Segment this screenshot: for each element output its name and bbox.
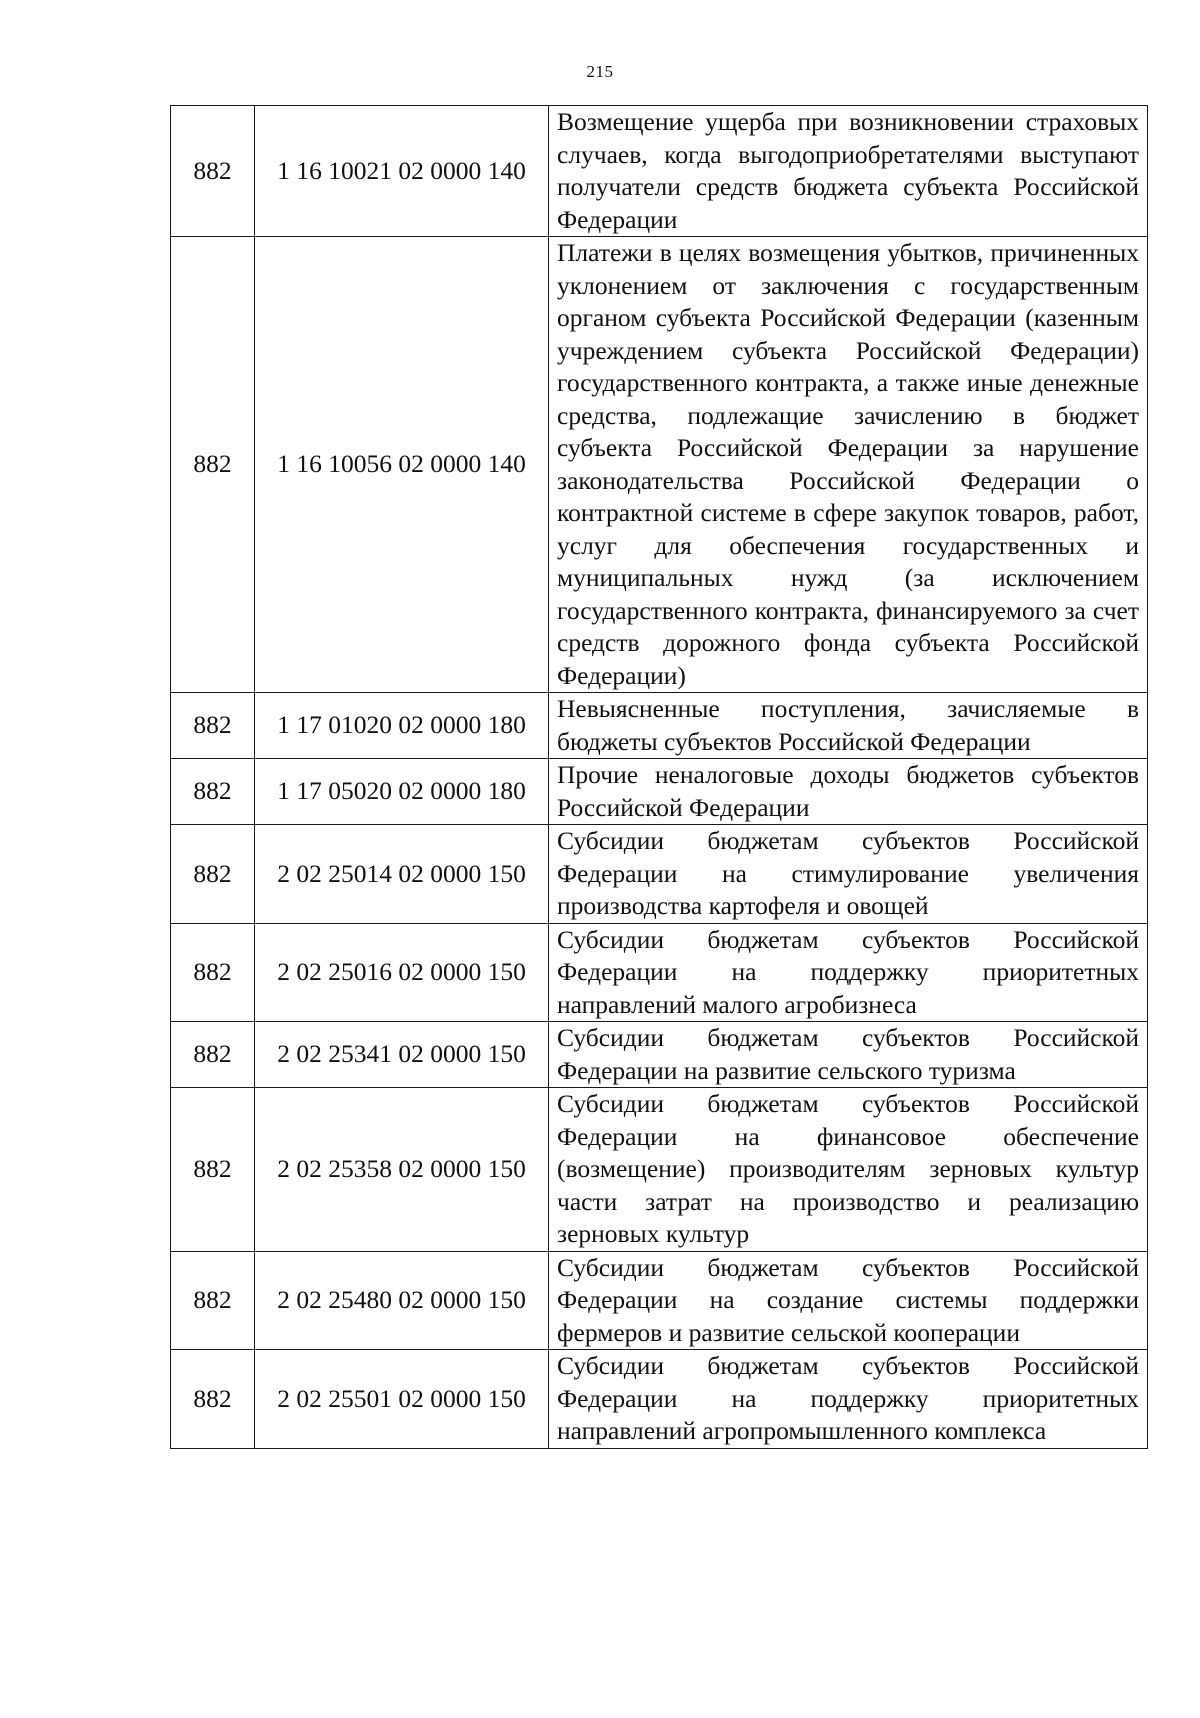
- admin-code-cell: 882: [171, 759, 255, 825]
- revenue-name-cell: Невыясненные поступления, зачисляемые в бюджеты субъектов Российской Федерации: [549, 693, 1148, 759]
- table-row: [171, 237, 1148, 693]
- admin-code-cell: 882: [171, 1350, 255, 1449]
- revenue-code-cell: 2 02 25480 02 0000 150: [255, 1251, 549, 1350]
- revenue-name-cell: Прочие неналоговые доходы бюджетов субъектов Российской Федерации: [549, 759, 1148, 825]
- table-row: [171, 1088, 1148, 1252]
- revenue-name-cell: Субсидии бюджетам субъектов Российской Федерации на поддержку приоритетных направлений малого агробизнеса: [549, 923, 1148, 1022]
- revenue-code-cell: 1 16 10021 02 0000 140: [255, 106, 549, 237]
- revenue-name-cell: Субсидии бюджетам субъектов Российской Федерации на финансовое обеспечение (возмещение) производителям зерновых культур части затрат на производство и реализацию зерновых культур: [549, 1088, 1148, 1252]
- revenue-code-cell: 1 17 01020 02 0000 180: [255, 693, 549, 759]
- admin-code-cell: 882: [171, 1088, 255, 1252]
- table-row: [171, 693, 1148, 759]
- table-row: [171, 106, 1148, 237]
- revenue-code-cell: 2 02 25016 02 0000 150: [255, 923, 549, 1022]
- table-row: [171, 1350, 1148, 1449]
- revenue-code-cell: 1 17 05020 02 0000 180: [255, 759, 549, 825]
- table-row: [171, 1251, 1148, 1350]
- admin-code-cell: 882: [171, 825, 255, 924]
- revenue-name-cell: Субсидии бюджетам субъектов Российской Федерации на поддержку приоритетных направлений агропромышленного комплекса: [549, 1350, 1148, 1449]
- admin-code-cell: 882: [171, 106, 255, 237]
- page-number: 215: [586, 62, 614, 81]
- admin-code-cell: 882: [171, 1251, 255, 1350]
- table-row: [171, 825, 1148, 924]
- revenue-code-cell: 2 02 25501 02 0000 150: [255, 1350, 549, 1449]
- revenue-code-cell: 2 02 25014 02 0000 150: [255, 825, 549, 924]
- table-row: [171, 1022, 1148, 1088]
- admin-code-cell: 882: [171, 1022, 255, 1088]
- revenue-name-cell: Субсидии бюджетам субъектов Российской Федерации на развитие сельского туризма: [549, 1022, 1148, 1088]
- revenue-name-cell: Субсидии бюджетам субъектов Российской Федерации на создание системы поддержки фермеров и развитие сельской кооперации: [549, 1251, 1148, 1350]
- admin-code-cell: 882: [171, 923, 255, 1022]
- revenue-name-cell: Возмещение ущерба при возникновении страховых случаев, когда выгодоприобретателями выступают получатели средств бюджета субъекта Российской Федерации: [549, 106, 1148, 237]
- revenue-code-cell: 2 02 25341 02 0000 150: [255, 1022, 549, 1088]
- revenue-codes-table: [170, 105, 1148, 1449]
- revenue-code-cell: 1 16 10056 02 0000 140: [255, 237, 549, 693]
- table-row: [171, 759, 1148, 825]
- admin-code-cell: 882: [171, 693, 255, 759]
- table-row: [171, 923, 1148, 1022]
- revenue-name-cell: Субсидии бюджетам субъектов Российской Федерации на стимулирование увеличения производства картофеля и овощей: [549, 825, 1148, 924]
- admin-code-cell: 882: [171, 237, 255, 693]
- revenue-name-cell: Платежи в целях возмещения убытков, причиненных уклонением от заключения с государственным органом субъекта Российской Федерации (казенным учреждением субъекта Российской Федерации) государственного контракта, а также иные денежные средства, подлежащие зачислению в бюджет субъекта Российской Федерации за нарушение законодательства Российской Федерации о контрактной системе в сфере закупок товаров, работ, услуг для обеспечения государственных и муниципальных нужд (за исключением государственного контракта, финансируемого за счет средств дорожного фонда субъекта Российской Федерации): [549, 237, 1148, 693]
- revenue-code-cell: 2 02 25358 02 0000 150: [255, 1088, 549, 1252]
